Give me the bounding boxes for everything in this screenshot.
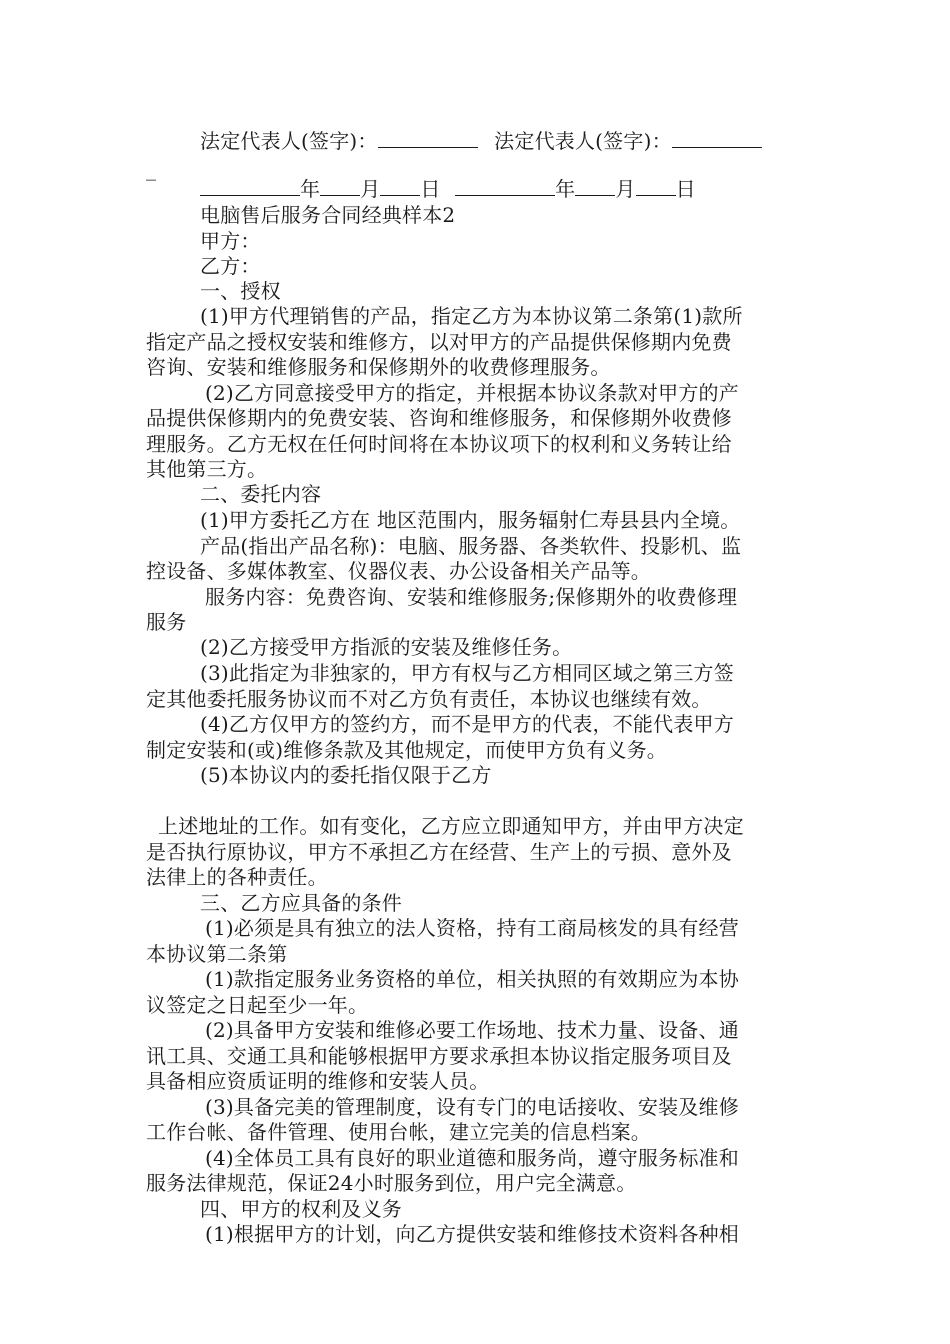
paragraph-line: (1)必须是具有独立的法人资格，持有工商局核发的具有经营 (205, 916, 739, 940)
paragraph-line: 定其他委托服务协议而不对乙方负有责任，本协议也继续有效。 (146, 687, 712, 711)
paragraph-line: (2)具备甲方安装和维修必要工作场地、技术力量、设备、通 (205, 1018, 739, 1042)
paragraph-line: 理服务。乙方无权在任何时间将在本协议项下的权利和义务转让给 (146, 432, 732, 456)
day-label-a: 日 (420, 177, 441, 201)
paragraph-line: 讯工具、交通工具和能够根据甲方要求承担本协议指定服务项目及 (146, 1044, 732, 1068)
paragraph-line: 制定安装和(或)维修条款及其他规定，而使甲方负有义务。 (146, 738, 668, 762)
signature-dash: _ (146, 157, 157, 181)
month-blank-b[interactable] (575, 177, 615, 196)
paragraph-line: 工作台帐、备件管理、使用台帐，建立完美的信息档案。 (146, 1120, 651, 1144)
paragraph-line: (4)乙方仅甲方的签约方，而不是甲方的代表，不能代表甲方 (200, 712, 734, 736)
paragraph-line: 产品(指出产品名称)：电脑、服务器、各类软件、投影机、监 (200, 534, 742, 558)
party-a: 甲方： (200, 229, 261, 253)
signature-row (200, 128, 810, 154)
day-blank-a[interactable] (380, 177, 420, 196)
section-heading: 一、授权 (200, 279, 281, 303)
paragraph-line: 法律上的各种责任。 (146, 865, 328, 889)
paragraph-line: 其他第三方。 (146, 457, 268, 481)
paragraph-line: (2)乙方同意接受甲方的指定，并根据本协议条款对甲方的产 (205, 381, 739, 405)
paragraph-line: 咨询、安装和维修服务和保修期外的收费修理服务。 (146, 355, 611, 379)
section-heading: 三、乙方应具备的条件 (200, 891, 402, 915)
paragraph-line: 本协议第二条第 (146, 942, 288, 966)
signature-blank-a[interactable] (378, 129, 478, 148)
section-heading: 四、甲方的权利及义务 (200, 1197, 402, 1221)
party-b: 乙方： (200, 254, 261, 278)
paragraph-line: (5)本协议内的委托指仅限于乙方 (200, 763, 492, 787)
paragraph-line: 指定产品之授权安装和维修方，以对甲方的产品提供保修期内免费 (146, 330, 732, 354)
paragraph-line: (1)甲方代理销售的产品，指定乙方为本协议第二条第(1)款所 (200, 304, 743, 328)
month-blank-a[interactable] (320, 177, 360, 196)
paragraph-line: (4)全体员工具有良好的职业道德和服务尚，遵守服务标准和 (205, 1146, 739, 1170)
paragraph-line: (2)乙方接受甲方指派的安装及维修任务。 (200, 635, 573, 659)
day-blank-b[interactable] (636, 177, 676, 196)
paragraph-line: (3)此指定为非独家的，甲方有权与乙方相同区域之第三方签 (200, 661, 734, 685)
legal-rep-label-b: 法定代表人(签字)： (494, 129, 672, 153)
paragraph-line: 控设备、多媒体教室、仪器仪表、办公设备相关产品等。 (146, 559, 651, 583)
paragraph-line: (1)款指定服务业务资格的单位，相关执照的有效期应为本协 (205, 967, 739, 991)
paragraph-line: (1)甲方委托乙方在 地区范围内，服务辐射仁寿县县内全境。 (200, 508, 741, 532)
signature-blank-b[interactable] (672, 129, 762, 148)
paragraph-line: 服务内容：免费咨询、安装和维修服务;保修期外的收费修理 (205, 585, 738, 609)
year-label-a: 年 (300, 177, 321, 201)
paragraph-line: 是否执行原协议，甲方不承担乙方在经营、生产上的亏损、意外及 (146, 840, 732, 864)
legal-rep-label-a: 法定代表人(签字)： (200, 129, 378, 153)
paragraph-line: 品提供保修期内的免费安装、咨询和维修服务，和保修期外收费修 (146, 406, 732, 430)
paragraph-line: 上述地址的工作。如有变化，乙方应立即通知甲方，并由甲方决定 (158, 814, 744, 838)
paragraph-line: 服务法律规范，保证24小时服务到位，用户完全满意。 (146, 1171, 637, 1195)
paragraph-line: (3)具备完美的管理制度，设有专门的电话接收、安装及维修 (205, 1095, 739, 1119)
month-label-b: 月 (615, 177, 636, 201)
year-blank-b[interactable] (455, 177, 555, 196)
date-row (200, 176, 810, 202)
section-heading: 二、委托内容 (200, 482, 322, 506)
paragraph-line: 具备相应资质证明的维修和安装人员。 (146, 1069, 490, 1093)
month-label-a: 月 (360, 177, 381, 201)
year-blank-a[interactable] (200, 177, 300, 196)
paragraph-line: 服务 (146, 610, 187, 634)
day-label-b: 日 (675, 177, 696, 201)
paragraph-line: (1)根据甲方的计划，向乙方提供安装和维修技术资料各种相 (205, 1222, 739, 1246)
document-title: 电脑售后服务合同经典样本2 (200, 203, 456, 227)
paragraph-line: 议签定之日起至少一年。 (146, 993, 369, 1017)
year-label-b: 年 (555, 177, 576, 201)
